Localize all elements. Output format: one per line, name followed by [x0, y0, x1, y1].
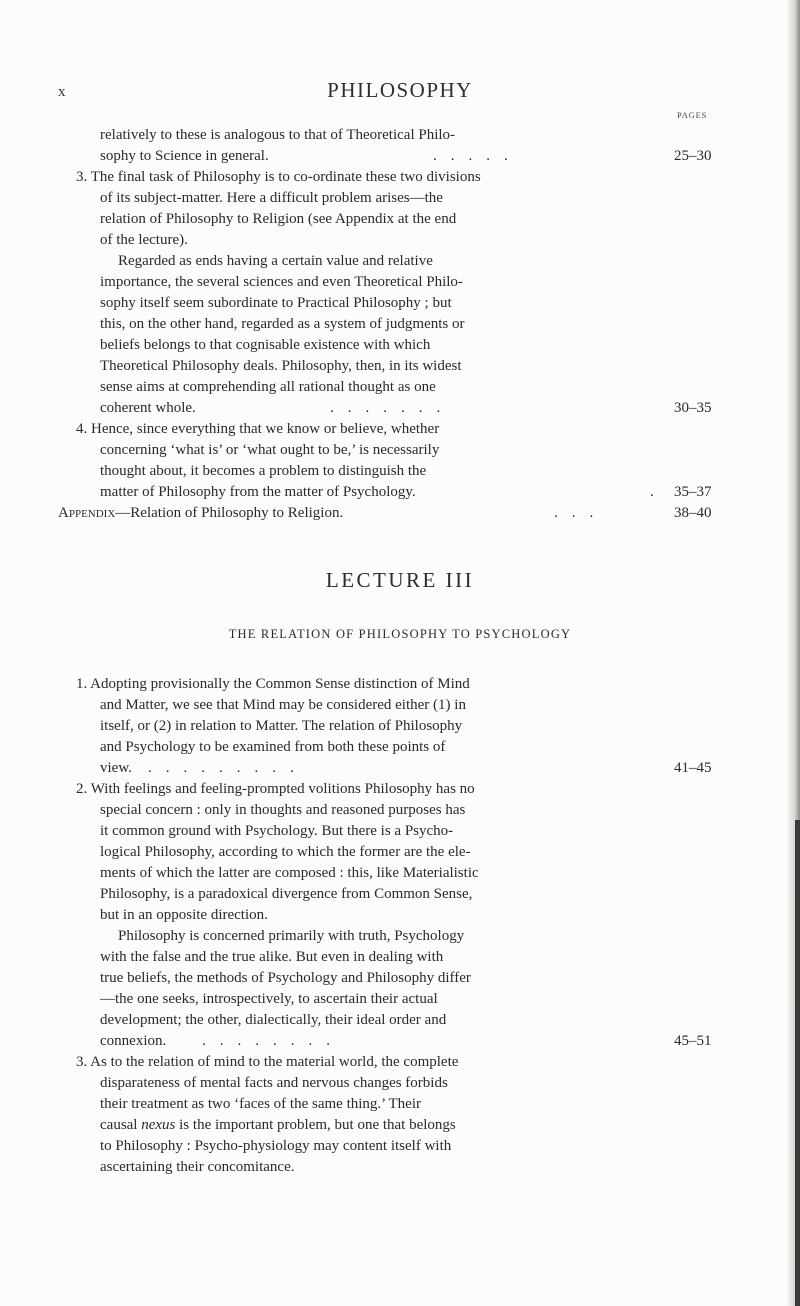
text-line: coherent whole. — [100, 400, 196, 416]
text-line: —the one seeks, introspectively, to ascertain their actual — [100, 991, 438, 1007]
dot-leader: ....... — [330, 400, 455, 416]
page-ref: 30–35 — [674, 400, 712, 416]
page-ref: 35–37 — [674, 484, 712, 500]
text-line-with-leader — [100, 1031, 344, 1052]
folio-number: x — [58, 84, 66, 100]
appendix-label: Appendix — [58, 505, 116, 521]
pages-column-label: PAGES — [677, 110, 708, 120]
text-line: 1. Adopting provisionally the Common Sense distinction of Mind — [76, 676, 470, 692]
dot-leader: . — [650, 484, 654, 500]
page-ref: 45–51 — [674, 1033, 712, 1049]
text-line: Philosophy, is a paradoxical divergence from Common Sense, — [100, 886, 473, 902]
text-line: concerning ‘what is’ or ‘what ought to be,’ is necessarily — [100, 442, 440, 458]
text-line: logical Philosophy, according to which the former are the ele- — [100, 844, 471, 860]
page-ref: 38–40 — [674, 505, 712, 521]
text-line: relatively to these is analogous to that of Theoretical Philo- — [100, 127, 456, 143]
text-line-with-leader — [100, 146, 522, 167]
text-line: to Philosophy : Psycho-physiology may content itself with — [100, 1138, 452, 1154]
dot-leader: ... — [554, 505, 608, 521]
text-line: but in an opposite direction. — [100, 907, 268, 923]
text-line: ascertaining their concomitance. — [100, 1159, 295, 1175]
dot-leader: ........ — [202, 1033, 344, 1049]
text-segment: is the important problem, but one that belongs — [175, 1117, 456, 1133]
text-line: 2. With feelings and feeling-prompted volitions Philosophy has no — [76, 781, 475, 797]
text-line: relation of Philosophy to Religion (see Appendix at the end — [100, 211, 457, 227]
text-line: this, on the other hand, regarded as a system of judgments or — [100, 316, 465, 332]
dot-leader: ......... — [148, 760, 308, 776]
text-line: it common ground with Psychology. But there is a Psycho- — [100, 823, 454, 839]
lecture-title: LECTURE III — [325, 568, 475, 592]
text-line: and Psychology to be examined from both these points of — [100, 739, 446, 755]
page-ref: 41–45 — [674, 760, 712, 776]
text-line-with-leader — [100, 758, 308, 779]
text-line: Theoretical Philosophy deals. Philosophy, then, in its widest — [100, 358, 462, 374]
text-line: 3. As to the relation of mind to the material world, the complete — [76, 1054, 459, 1070]
text-line: and Matter, we see that Mind may be considered either (1) in — [100, 697, 466, 713]
text-line: disparateness of mental facts and nervous changes forbids — [100, 1075, 448, 1091]
text-line-with-leader — [100, 398, 455, 419]
text-line: true beliefs, the methods of Psychology and Philosophy differ — [100, 970, 471, 986]
running-head: PHILOSOPHY — [327, 78, 473, 102]
text-line: beliefs belongs to that cognisable existence with which — [100, 337, 431, 353]
text-line: with the false and the true alike. But even in dealing with — [100, 949, 444, 965]
lecture-subtitle: THE RELATION OF PHILOSOPHY TO PSYCHOLOGY — [228, 627, 572, 641]
page-ref: 25–30 — [674, 148, 712, 164]
dot-leader: ..... — [433, 148, 522, 164]
text-line: ments of which the latter are composed : this, like Materialistic — [100, 865, 479, 881]
text-line: itself, or (2) in relation to Matter. The relation of Philosophy — [100, 718, 463, 734]
text-line: sense aims at comprehending all rational thought as one — [100, 379, 436, 395]
text-line: matter of Philosophy from the matter of Psychology. — [100, 484, 416, 500]
text-line: sophy to Science in general. — [100, 148, 269, 164]
text-line: importance, the several sciences and even Theoretical Philo- — [100, 274, 463, 290]
text-line: —Relation of Philosophy to Religion. — [115, 505, 344, 521]
text-line: Regarded as ends having a certain value and relative — [118, 253, 433, 269]
text-line: connexion. — [100, 1033, 167, 1049]
text-line: Philosophy is concerned primarily with truth, Psychology — [118, 928, 465, 944]
text-line-mixed — [100, 1115, 456, 1136]
text-line-with-leader — [100, 482, 654, 503]
text-line: thought about, it becomes a problem to distinguish the — [100, 463, 427, 479]
text-line: 3. The final task of Philosophy is to co-ordinate these two divisions — [76, 169, 481, 185]
text-line: view. — [100, 760, 132, 776]
text-line: their treatment as two ‘faces of the same thing.’ Their — [100, 1096, 421, 1112]
page-edge-binding — [795, 820, 800, 1306]
appendix-line — [58, 503, 608, 524]
text-line: 4. Hence, since everything that we know or believe, whether — [76, 421, 440, 437]
text-line: sophy itself seem subordinate to Practical Philosophy ; but — [100, 295, 452, 311]
text-line: special concern : only in thoughts and reasoned purposes has — [100, 802, 466, 818]
text-segment: causal — [100, 1117, 142, 1133]
italic-term: nexus — [141, 1117, 176, 1133]
text-line: development; the other, dialectically, their ideal order and — [100, 1012, 447, 1028]
text-line: of its subject-matter. Here a difficult problem arises—the — [100, 190, 443, 206]
text-line: of the lecture). — [100, 232, 188, 248]
